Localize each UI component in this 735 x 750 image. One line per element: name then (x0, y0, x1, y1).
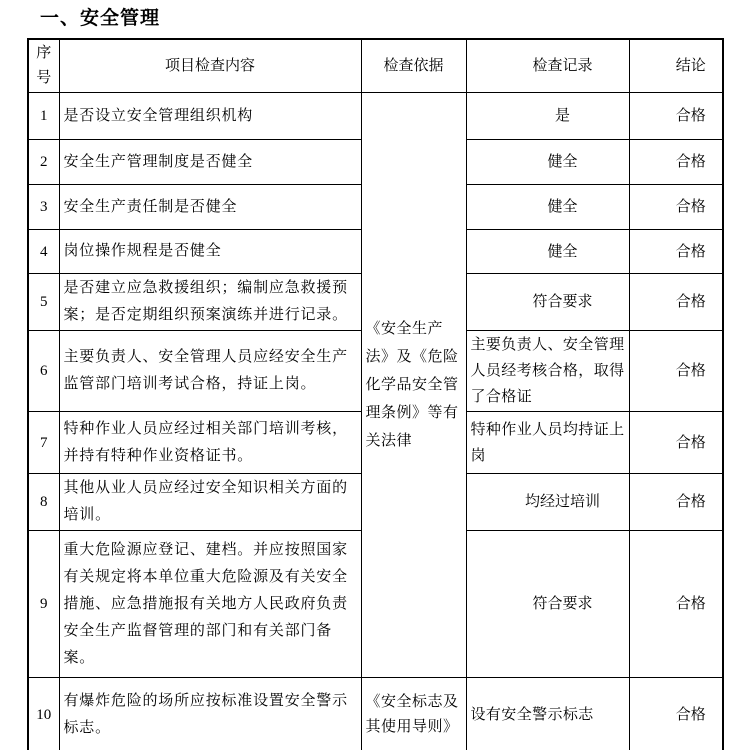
conclusion-cell: 合格 (629, 331, 723, 412)
conclusion-cell: 合格 (629, 185, 723, 230)
content-cell: 重大危险源应登记、建档。并应按照国家有关规定将本单位重大危险源及有关安全措施、应急措施报有关地方人民政府负责安全生产监督管理的部门和有关部门备案。 (59, 531, 361, 678)
table-row (28, 93, 723, 140)
row-number-cell: 4 (28, 230, 59, 274)
record-cell: 符合要求 (466, 274, 629, 331)
content-cell: 安全生产管理制度是否健全 (59, 140, 361, 185)
conclusion-cell: 合格 (629, 274, 723, 331)
row-number-cell: 3 (28, 185, 59, 230)
basis-cell: 《安全标志及其使用导则》 (361, 678, 466, 750)
row-number-cell: 1 (28, 93, 59, 140)
row-number-cell: 8 (28, 474, 59, 531)
conclusion-cell: 合格 (629, 678, 723, 750)
record-cell: 主要负责人、安全管理人员经考核合格，取得了合格证 (466, 331, 629, 412)
col-header-no: 序号 (28, 39, 59, 93)
col-header-basis: 检查依据 (361, 39, 466, 93)
content-cell: 岗位操作规程是否健全 (59, 230, 361, 274)
row-number-cell: 9 (28, 531, 59, 678)
conclusion-cell: 合格 (629, 140, 723, 185)
content-cell: 是否设立安全管理组织机构 (59, 93, 361, 140)
conclusion-cell: 合格 (629, 412, 723, 474)
content-cell: 有爆炸危险的场所应按标准设置安全警示标志。 (59, 678, 361, 750)
conclusion-cell: 合格 (629, 531, 723, 678)
conclusion-cell: 合格 (629, 474, 723, 531)
col-header-content: 项目检查内容 (59, 39, 361, 93)
table-row (28, 678, 723, 750)
conclusion-cell: 合格 (629, 93, 723, 140)
content-cell: 是否建立应急救援组织；编制应急救援预案；是否定期组织预案演练并进行记录。 (59, 274, 361, 331)
content-cell: 主要负责人、安全管理人员应经安全生产监管部门培训考试合格，持证上岗。 (59, 331, 361, 412)
record-cell: 健全 (466, 230, 629, 274)
record-cell: 符合要求 (466, 531, 629, 678)
content-cell: 安全生产责任制是否健全 (59, 185, 361, 230)
col-header-conclusion: 结论 (629, 39, 723, 93)
row-number-cell: 5 (28, 274, 59, 331)
record-cell: 是 (466, 93, 629, 140)
row-number-cell: 2 (28, 140, 59, 185)
record-cell: 均经过培训 (466, 474, 629, 531)
content-cell: 特种作业人员应经过相关部门培训考核，并持有特种作业资格证书。 (59, 412, 361, 474)
content-cell: 其他从业人员应经过安全知识相关方面的培训。 (59, 474, 361, 531)
row-number-cell: 6 (28, 331, 59, 412)
basis-cell-shared: 《安全生产法》及《危险化学品安全管理条例》等有关法律 (361, 93, 466, 678)
record-cell: 特种作业人员均持证上岗 (466, 412, 629, 474)
row-number-cell: 7 (28, 412, 59, 474)
inspection-table (27, 38, 724, 750)
record-cell: 健全 (466, 185, 629, 230)
row-number-cell: 10 (28, 678, 59, 750)
section-title: 一、安全管理 (40, 8, 161, 29)
record-cell: 设有安全警示标志 (466, 678, 629, 750)
header-row (28, 39, 723, 93)
conclusion-cell: 合格 (629, 230, 723, 274)
record-cell: 健全 (466, 140, 629, 185)
col-header-record: 检查记录 (466, 39, 629, 93)
